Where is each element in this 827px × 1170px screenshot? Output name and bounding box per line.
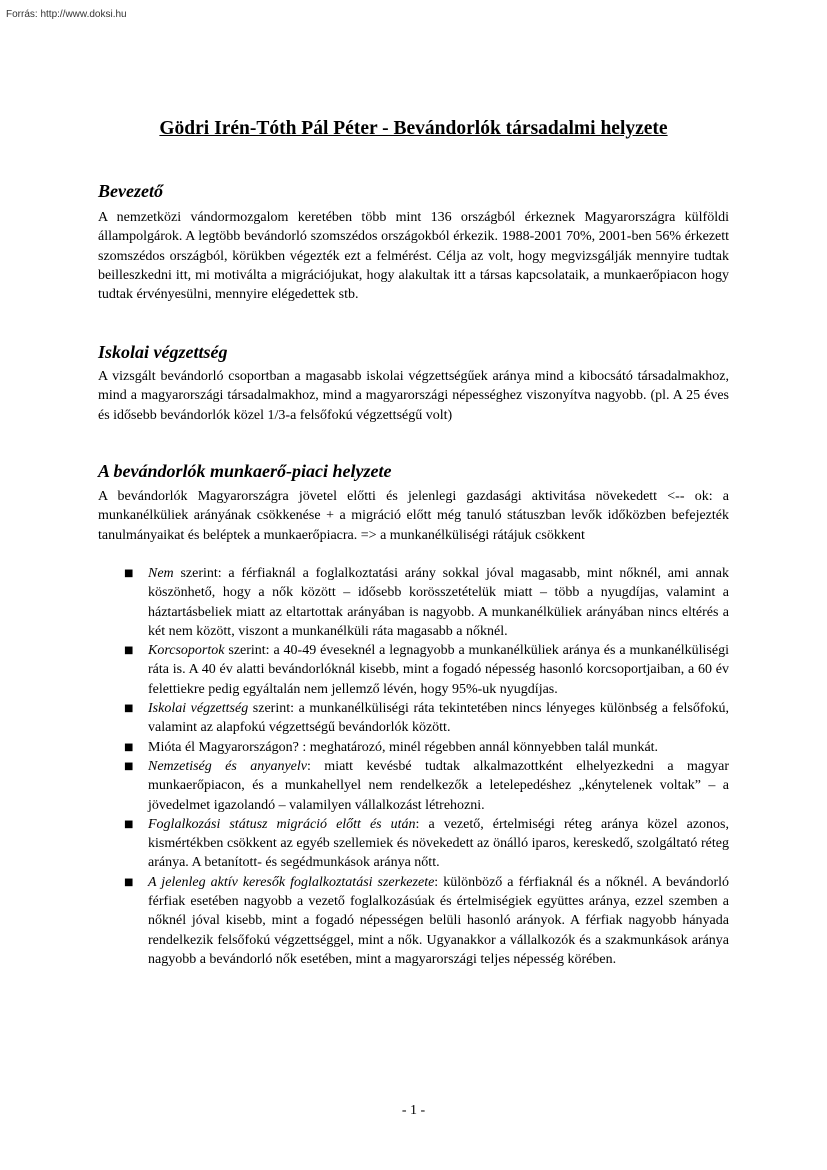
list-item-text: szerint: a 40-49 éveseknél a legnagyobb a munkanélküliek aránya és a munkanélküliségi ráta is. A 40 év alatti bevándorlóknál kisebb, mint a fogadó népesség hasonló korcsoportjaiban, a 60 év felettiekre pedig egyáltalán nem jellemző lévén, hogy 95%-uk nyugdíjas.	[148, 643, 729, 697]
list-item-lead: Nemzetiség és anyanyelv	[148, 758, 307, 774]
list-item-text: : a vezető, értelmiségi réteg aránya közel azonos, kismértékben csökkent az egyéb szellemiek és növekedett az önálló iparos, kereskedő, szolgáltató réteg aránya. A betanított- és segédmunkások aránya nőtt.	[148, 816, 729, 871]
list-item-lead: Iskolai végzettség	[148, 701, 249, 717]
list-item-text: szerint: a férfiaknál a foglalkoztatási arány sokkal jóval magasabb, mint nőknél, ami annak köszönhető, hogy a nők között – idősebb korösszetételük miatt – több a nyugdíjas, valamint a háztartásbeliek miatt az eltartottak arányában is nagyobb. A munkanélküliek arányában nincs eltérés a két nem között, viszont a munkanélküli ráta magasabb a nőknél.	[148, 566, 729, 639]
square-bullet-icon: ■	[124, 760, 134, 772]
square-bullet-icon: ■	[124, 876, 134, 888]
list-item-text: : miatt kevésbé tudtak alkalmazottként elhelyezkedni a magyar munkaerőpiacon, és a munkahellyel nem rendelkezők a letelepedéshez „kénytelenek voltak” – a jövedelmet igazolandó – valamilyen vállalkozást létrehozni.	[148, 758, 729, 813]
square-bullet-icon: ■	[124, 568, 134, 579]
list-item-lead: Foglalkozási státusz migráció előtt és után	[148, 816, 416, 832]
section-text-labour: A bevándorlók Magyarországra jövetel előtti és jelenlegi gazdasági aktivitása növekedett <-- ok: a munkanélküliek arányának csökkenése + a migráció előtt még tanuló státuszban levők időközben befejezték tanulmányaikat és beléptek a munkaerőpiacra. => a munkanélküliségi rátájuk csökkent	[98, 489, 729, 543]
section-heading-intro: Bevezető	[98, 181, 163, 201]
list-item	[98, 873, 729, 969]
list-item-text: szerint: a munkanélküliségi ráta tekintetében nincs lényeges különbség a felsőfokú, valamint az alapfokú végzettségű bevándorlók között.	[148, 701, 729, 736]
section-text-intro: A nemzetközi vándormozgalom keretében több mint 136 országból érkeznek Magyarországra külföldi állampolgárok. A legtöbb bevándorló szomszédos országokból érkezik. 1988-2001 70%, 2001-ben 56% érkezett szomszédos országból, körükben végezték ezt a felmérést. Célja az volt, hogy megvizsgálják mennyire tudtak beilleszkedni itt, mi motiválta a migrációjukat, hogy alakultak itt a társas kapcsolataik, a munkaerőpiacon hogy tudtak érvényesülni, mennyire elégedettek stb.	[98, 210, 729, 303]
list-item-text: Mióta él Magyarországon? : meghatározó, minél régebben annál könnyebben talál munkát.	[148, 739, 659, 755]
list-item	[98, 738, 729, 757]
list-item	[98, 564, 729, 641]
labour-bullet-list	[98, 564, 729, 969]
list-item-text: : különböző a férfiaknál és a nőknél. A bevándorló férfiak esetében nagyobb a vezető foglalkozásúak és értelmiségiek együttes aránya, ezzel szemben a nőknél jóval kisebb, mint a fogadó népességen belüli hasonló arányok. A férfiak nagyobb hányada rendelkezik felsőfokú végzettséggel, mint a nők. Ugyanakkor a vállalkozók és a szakmunkások aránya nagyobb a bevándorló nők esetében, mint a magyarországi teljes népesség körében.	[148, 874, 730, 967]
square-bullet-icon: ■	[124, 645, 134, 657]
list-item	[98, 699, 729, 738]
list-item	[98, 815, 729, 873]
source-label: Forrás: http://www.doksi.hu	[6, 9, 127, 20]
section-text-education: A vizsgált bevándorló csoportban a magasabb iskolai végzettségűek aránya mind a kibocsátó társadalmakhoz, mind a magyarországi társadalmakhoz, mind a magyarországi népességhez viszonyítva nagyobb. (pl. A 25 éves és idősebb bevándorlók közel 1/3-a felsőfokú végzettségű volt)	[98, 369, 729, 423]
section-heading-labour: A bevándorlók munkaerő-piaci helyzete	[98, 461, 392, 481]
square-bullet-icon: ■	[124, 818, 134, 830]
list-item	[98, 641, 729, 699]
square-bullet-icon: ■	[124, 741, 134, 753]
page-number: - 1 -	[401, 1103, 426, 1118]
list-item-lead: Korcsoportok	[148, 643, 225, 659]
list-item	[98, 757, 729, 815]
square-bullet-icon: ■	[124, 703, 134, 715]
section-heading-education: Iskolai végzettség	[98, 342, 228, 362]
list-item-lead: Nem	[148, 566, 174, 581]
list-item-lead: A jelenleg aktív keresők foglalkoztatási szerkezete	[148, 874, 435, 890]
page-title: Gödri Irén-Tóth Pál Péter - Bevándorlók társadalmi helyzete	[159, 118, 668, 139]
